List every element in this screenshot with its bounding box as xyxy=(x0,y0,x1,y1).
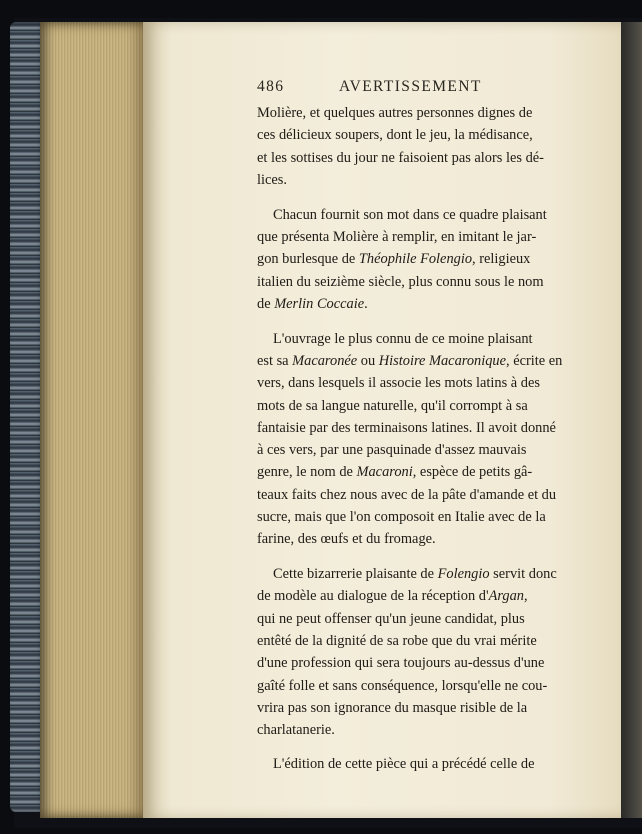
page-edges xyxy=(40,22,148,818)
paragraph xyxy=(257,328,582,551)
text-line: que présenta Molière à remplir, en imitant le jar- xyxy=(257,228,537,245)
text-line: gaîté folle et sans conséquence, lorsqu'elle ne cou- xyxy=(257,677,548,694)
text-line: qui ne peut offenser qu'un jeune candidat, plus xyxy=(257,610,525,627)
text-line: teaux faits chez nous avec de la pâte d'amande et du xyxy=(257,486,557,503)
body-text xyxy=(257,102,582,775)
paragraph xyxy=(257,204,582,315)
text-line: entêté de la dignité de sa robe que du vrai mérite xyxy=(257,633,537,650)
text-line: et les sottises du jour ne faisoient pas alors les dé- xyxy=(257,149,544,166)
text-line: vrira pas son ignorance du masque risible de la xyxy=(257,699,528,716)
paragraph xyxy=(257,753,582,775)
text-line: Cette bizarrerie plaisante de Folengio servit donc xyxy=(273,566,557,583)
paragraph xyxy=(257,563,582,741)
text-line: de modèle au dialogue de la réception d'Argan, xyxy=(257,588,528,605)
running-head: AVERTISSEMENT xyxy=(339,78,482,95)
text-line: gon burlesque de Théophile Folengio, religieux xyxy=(257,251,531,268)
text-line: Molière, et quelques autres personnes dignes de xyxy=(257,105,533,121)
text-line: L'édition de cette pièce qui a précédé celle de xyxy=(273,755,535,772)
facing-page-edge xyxy=(621,22,642,818)
text-line: genre, le nom de Macaroni, espèce de petits gâ- xyxy=(257,464,533,481)
text-line: de Merlin Coccaie. xyxy=(257,295,368,312)
text-line: sucre, mais que l'on composoit en Italie avec de la xyxy=(257,509,546,526)
text-line: charlatanerie. xyxy=(257,722,335,739)
paragraph xyxy=(257,102,582,191)
text-line: est sa Macaronée ou Histoire Macaronique, écrite en xyxy=(257,352,563,369)
text-line: d'une profession qui sera toujours au-dessus d'une xyxy=(257,655,545,672)
text-line: farine, des œufs et du fromage. xyxy=(257,531,436,548)
text-line: italien du seizième siècle, plus connu sous le nom xyxy=(257,273,544,290)
text-line: à ces vers, par une pasquinade d'assez mauvais xyxy=(257,442,527,459)
text-line: lices. xyxy=(257,171,287,188)
page-header xyxy=(257,78,582,100)
page-number: 486 xyxy=(257,78,285,95)
text-line: ces délicieux soupers, dont le jeu, la médisance, xyxy=(257,127,533,144)
text-line: fantaisie par des terminaisons latines. Il avoit donné xyxy=(257,419,556,436)
text-line: vers, dans lesquels il associe les mots latins à des xyxy=(257,375,540,392)
text-line: L'ouvrage le plus connu de ce moine plaisant xyxy=(273,330,533,347)
text-line: Chacun fournit son mot dans ce quadre plaisant xyxy=(273,206,547,223)
text-line: mots de sa langue naturelle, qu'il corrompt à sa xyxy=(257,397,528,414)
